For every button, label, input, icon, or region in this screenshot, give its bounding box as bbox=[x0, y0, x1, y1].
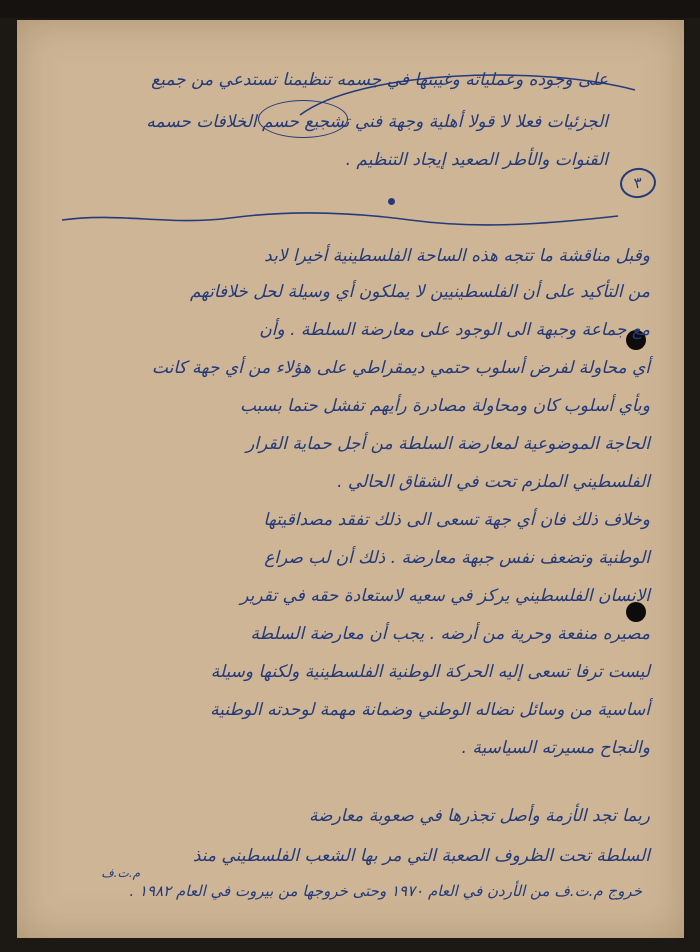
text-line: على وجوده وعملياته وغيبتها في جسمه تنظيمنا تستدعي من جميع bbox=[151, 70, 608, 90]
text-line: الفلسطيني الملزم تحت في الشقاق الحالي . bbox=[337, 472, 650, 492]
text-line: السلطة تحت الظروف الصعبة التي مر بها الشعب الفلسطيني منذ bbox=[192, 846, 650, 866]
scan-border bbox=[0, 0, 700, 18]
margin-annotation: م.ت.ف bbox=[101, 866, 140, 880]
text-line: أي محاولة لفرض أسلوب حتمي ديمقراطي على هؤلاء من أي جهة كانت bbox=[151, 358, 650, 378]
text-line: القنوات والأطر الصعيد إيجاد التنظيم . bbox=[345, 150, 608, 170]
insertion-arrow-mark bbox=[240, 70, 660, 140]
text-line: خروج م.ت.ف من الأردن في العام ١٩٧٠ وحتى خروجها من بيروت في العام ١٩٨٢ . bbox=[129, 882, 642, 900]
text-line: الجزئيات فعلا لا قولا أهلية وجهة فني تشجيع حسم الخلافات حسمه bbox=[146, 112, 608, 132]
text-line: وبأي أسلوب كان ومحاولة مصادرة رأيهم تفشل حتما بسبب bbox=[239, 396, 650, 416]
text-line: ربما تجد الأزمة وأصل تجذرها في صعوبة معارضة bbox=[309, 806, 650, 826]
text-line: مع جماعة وجبهة الى الوجود على معارضة السلطة . وأن bbox=[259, 320, 650, 340]
divider-dot bbox=[388, 198, 395, 205]
text-line: أساسية من وسائل نضاله الوطني وضمانة مهمة لوحدته الوطنية bbox=[210, 700, 650, 720]
text-line: الانسان الفلسطيني يركز في سعيه لاستعادة حقه في تقرير bbox=[240, 586, 650, 606]
text-line: الحاجة الموضوعية لمعارضة السلطة من أجل حماية القرار bbox=[246, 434, 650, 454]
text-line: ليست ترفا تسعى إليه الحركة الوطنية الفلسطينية ولكنها وسيلة bbox=[210, 662, 650, 682]
text-line: والنجاح مسيرته السياسية . bbox=[461, 738, 650, 758]
text-line: من التأكيد على أن الفلسطينيين لا يملكون أي وسيلة لحل خلافاتهم bbox=[189, 282, 650, 302]
text-line: وقبل مناقشة ما تتجه هذه الساحة الفلسطينية أخيرا لابد bbox=[264, 246, 650, 266]
text-line: مصيره منفعة وحرية من أرضه . يجب أن معارضة السلطة bbox=[250, 624, 650, 644]
page-number: ٣ bbox=[618, 166, 658, 201]
text-line: الوطنية وتضعف نفس جبهة معارضة . ذلك أن لب صراع bbox=[264, 548, 650, 568]
section-divider bbox=[60, 210, 620, 228]
text-line: وخلاف ذلك فان أي جهة تسعى الى ذلك تفقد مصداقيتها bbox=[263, 510, 650, 530]
